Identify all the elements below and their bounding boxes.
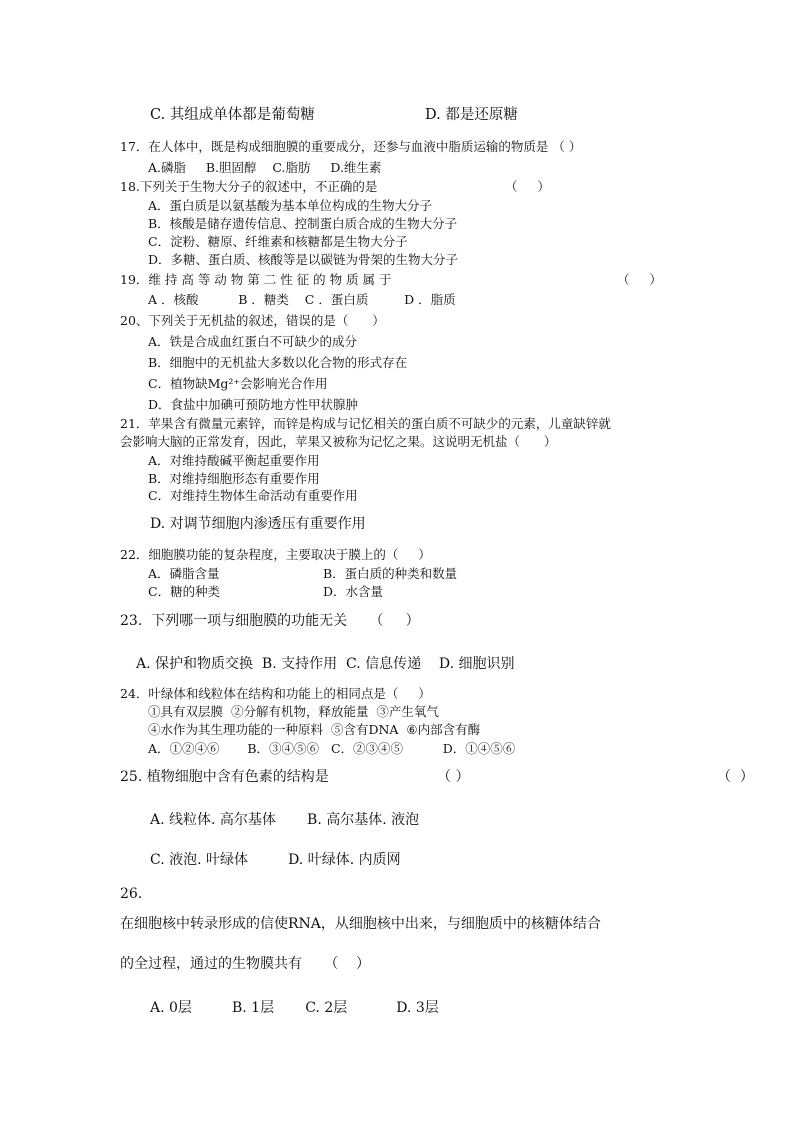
q25-bracket-1: （ ） (437, 769, 470, 785)
q26-number: 26. (120, 886, 143, 902)
q18-option-b: B．核酸是储存遗传信息、控制蛋白质合成的生物大分子 (148, 216, 458, 231)
q19-stem: 19．维 持 高 等 动 物 第 二 性 征 的 物 质 属 于 (120, 272, 392, 287)
q21-option-b: B．对维持细胞形态有重要作用 (148, 471, 320, 486)
q21-option-d: D. 对调节细胞内渗透压有重要作用 (150, 516, 366, 532)
q17-options: A.磷脂 B.胆固醇 C.脂肪 D.维生素 (148, 160, 382, 175)
q26-options: A. 0层 B. 1层 C. 2层 D. 3层 (150, 1000, 439, 1016)
q25-stem: 25. 植物细胞中含有色素的结构是 (120, 769, 329, 785)
q18-option-c: C．淀粉、糖原、纤维素和核糖都是生物大分子 (148, 234, 408, 249)
q24-stem: 24．叶绿体和线粒体在结构和功能上的相同点是（ ） (120, 686, 431, 701)
q18-option-a: A．蛋白质是以氨基酸为基本单位构成的生物大分子 (148, 198, 433, 213)
q22-option-b: B．蛋白质的种类和数量 (323, 566, 458, 581)
q18-option-d: D．多糖、蛋白质、核酸等是以碳链为骨架的生物大分子 (148, 252, 459, 267)
q21-option-c: C．对维持生物体生命活动有重要作用 (148, 488, 358, 503)
q24-options: A．①②④⑥ B．③④⑤⑥ C．②③④⑤ D．①④⑤⑥ (148, 741, 516, 756)
q20-option-c: C．植物缺Mg²⁺会影响光合作用 (148, 376, 328, 391)
q26-stem-line1: 在细胞核中转录形成的信使RNA，从细胞核中出来，与细胞质中的核糖体结合 (120, 916, 601, 932)
q25-options-ab: A. 线粒体. 高尔基体 B. 高尔基体. 液泡 (150, 812, 420, 828)
q21-stem-line2: 会影响大脑的正常发育，因此，苹果又被称为记忆之果。这说明无机盐（ ） (120, 434, 557, 449)
q25-bracket-2: （ ） (717, 769, 754, 785)
q16-option-c: C. 其组成单体都是葡萄糖 (150, 107, 315, 123)
q19-bracket: （ ） (617, 272, 662, 287)
q23-options: A. 保护和物质交换 B. 支持作用 C. 信息传递 D. 细胞识别 (136, 656, 515, 672)
q16-option-d: D. 都是还原糖 (425, 107, 518, 123)
q22-option-d: D．水含量 (323, 584, 384, 599)
q22-option-c: C．糖的种类 (148, 584, 221, 599)
q18-bracket: （ ） (505, 179, 550, 194)
q22-option-a: A．磷脂含量 (148, 566, 220, 581)
q19-options: A ．核酸 B ．糖类 C ．蛋白质 D ．脂质 (148, 292, 456, 307)
q20-option-d: D．食盐中加碘可预防地方性甲状腺肿 (148, 397, 359, 412)
q21-option-a: A．对维持酸碱平衡起重要作用 (148, 453, 320, 468)
q23-stem: 23. 下列哪一项与细胞膜的功能无关 （ ） (120, 613, 420, 629)
q20-option-b: B．细胞中的无机盐大多数以化合物的形式存在 (148, 355, 408, 370)
q22-stem: 22．细胞膜功能的复杂程度，主要取决于膜上的（ ） (120, 547, 431, 562)
q26-stem-line2: 的全过程，通过的生物膜共有 （ ） (120, 956, 371, 972)
q20-option-a: A．铁是合成血红蛋白不可缺少的成分 (148, 334, 358, 349)
q24-statements-line1: ①具有双层膜 ②分解有机物，释放能量 ③产生氧气 (148, 704, 439, 719)
q18-stem: 18.下列关于生物大分子的叙述中，不正确的是 (120, 179, 378, 194)
q20-stem: 20、下列关于无机盐的叙述，错误的是（ ） (120, 313, 385, 328)
q24-statements-line2: ④水作为其生理功能的一种原料 ⑤含有DNA ⑥内部含有酶 (148, 722, 481, 737)
q17-stem: 17．在人体中，既是构成细胞膜的重要成分，还参与血液中脂质运输的物质是 （ ） (120, 139, 582, 154)
q25-options-cd: C. 液泡. 叶绿体 D. 叶绿体. 内质网 (150, 852, 401, 868)
q21-stem-line1: 21．苹果含有微量元素锌，而锌是构成与记忆相关的蛋白质不可缺少的元素，儿童缺锌就 (120, 416, 611, 431)
